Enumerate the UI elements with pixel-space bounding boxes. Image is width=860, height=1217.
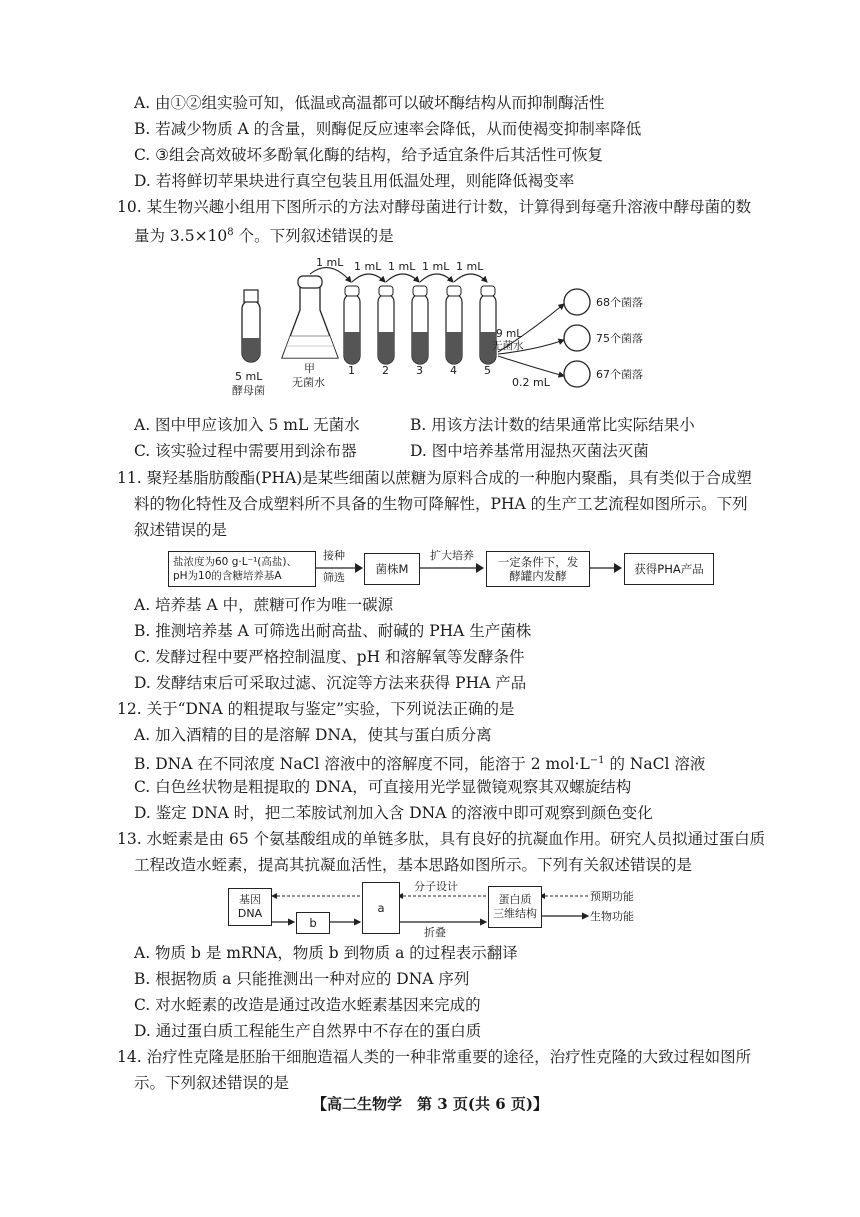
- plating-volume-label: 0.2 mL: [512, 376, 550, 389]
- q13-option-d: D. 通过蛋白质工程能生产自然界中不存在的蛋白质: [134, 1022, 482, 1040]
- flask-water-label: 无菌水: [292, 376, 325, 389]
- colony-count-1: 68个菌落: [596, 296, 643, 309]
- folding-label: 折叠: [424, 926, 446, 939]
- q13-option-a: A. 物质 b 是 mRNA，物质 b 到物质 a 的过程表示翻译: [134, 944, 518, 962]
- arrow-2-icon: [420, 547, 486, 589]
- tube-number-3: 3: [416, 364, 423, 377]
- tube-number-2: 2: [382, 364, 389, 377]
- q12-option-d: D. 鉴定 DNA 时，把二苯胺试剂加入含 DNA 的溶液中即可观察到颜色变化: [134, 804, 653, 822]
- strain-m-box: 菌株M: [364, 553, 420, 585]
- q10-option-c: C. 该实验过程中需要用到涂布器: [134, 442, 357, 460]
- q14-stem-line1: 14. 治疗性克隆是胚胎干细胞造福人类的一种非常重要的途径，治疗性克隆的大致过程如图所: [117, 1048, 752, 1066]
- dna-label: DNA: [237, 907, 263, 920]
- q14-stem-line2: 示。下列叙述错误的是: [134, 1074, 290, 1092]
- yeast-label: 酵母菌: [232, 384, 265, 397]
- q12-option-b: B. DNA 在不同浓度 NaCl 溶液中的溶解度不同，能溶于 2 $mol\cdot L^{-1}$ 的 NaCl 溶液: [134, 755, 706, 774]
- plate-3-icon: [564, 361, 590, 387]
- q12-option-a: A. 加入酒精的目的是溶解 DNA，使其与蛋白质分离: [134, 726, 492, 744]
- q10-option-d: D. 图中培养基常用湿热灭菌法灭菌: [410, 442, 649, 460]
- gene-label: 基因: [239, 893, 261, 906]
- q11-stem-line1: 11. 聚羟基脂肪酸酯(PHA)是某些细菌以蔗糖为原料合成的一种胞内聚酯，具有类似于合成塑: [117, 469, 752, 487]
- q9-option-c: C. ③组会高效破坏多酚氧化酶的结构，给予适宜条件后其活性可恢复: [134, 146, 604, 164]
- yeast-tube-icon: [242, 290, 260, 362]
- q11-option-d: D. 发酵结束后可采取过滤、沉淀等方法来获得 PHA 产品: [134, 674, 527, 692]
- colony-count-2: 75个菌落: [596, 332, 643, 345]
- transfer-label-1: 1 mL: [316, 256, 344, 269]
- protein-engineering-flowchart: [228, 880, 688, 938]
- plate-2-icon: [564, 325, 590, 351]
- structure-label: 三维结构: [493, 907, 537, 920]
- q9-option-b: B. 若减少物质 A 的含量，则酶促反应速率会降低，从而使褐变抑制率降低: [134, 120, 642, 138]
- q13-option-c: C. 对水蛭素的改造是通过改造水蛭素基因来完成的: [134, 996, 481, 1014]
- q11-option-a: A. 培养基 A 中，蔗糖可作为唯一碳源: [134, 596, 394, 614]
- q10-option-b: B. 用该方法计数的结果通常比实际结果小: [410, 416, 695, 434]
- q11-option-b: B. 推测培养基 A 可筛选出耐高盐、耐碱的 PHA 生产菌株: [134, 622, 532, 640]
- medium-a-line1: 盐浓度为60 g·L⁻¹(高盐)、: [173, 556, 297, 568]
- protein-structure-box: [488, 886, 542, 928]
- medium-a-box: [168, 551, 316, 587]
- arrow-3-icon: [590, 547, 624, 589]
- substance-a-box: a: [362, 882, 400, 934]
- medium-a-line2: pH为10的含糖培养基A: [173, 570, 282, 582]
- fermentation-line2: 酵罐内发酵: [509, 569, 567, 583]
- dilution-tubes: [344, 286, 496, 364]
- q10-stem-line1: 10. 某生物兴趣小组用下图所示的方法对酵母菌进行计数，计算得到每毫升溶液中酵母菌的数: [117, 198, 752, 216]
- pha-product-box: 获得PHA产品: [624, 553, 714, 585]
- biological-function-label: 生物功能: [590, 910, 634, 923]
- inoculate-label: 接种: [323, 549, 345, 562]
- q10-option-a: A. 图中甲应该加入 5 mL 无菌水: [134, 416, 360, 434]
- q9-option-d: D. 若将鲜切苹果块进行真空包装且用低温处理，则能降低褐变率: [134, 172, 575, 190]
- q9-option-a: A. 由①②组实验可知，低温或高温都可以破坏酶结构从而抑制酶活性: [134, 94, 605, 112]
- transfer-label-5: 1 mL: [456, 260, 484, 273]
- substance-b-box: b: [296, 912, 330, 934]
- flask-label: 甲: [304, 362, 315, 375]
- q13-stem-line1: 13. 水蛭素是由 65 个氨基酸组成的单链多肽，具有良好的抗凝血作用。研究人员拟通过蛋白质: [117, 830, 766, 848]
- yeast-volume-label: 5 mL: [235, 370, 263, 383]
- molecular-design-label: 分子设计: [414, 880, 458, 893]
- pha-process-flowchart: [168, 547, 728, 589]
- q10-stem-line2: 量为 $3.5\times 10^8$ 个。下列叙述错误的是: [134, 227, 394, 246]
- arrow-1-icon: [315, 547, 365, 589]
- water-volume-label: 9 mL: [496, 328, 523, 340]
- protein-label: 蛋白质: [498, 893, 532, 906]
- transfer-label-4: 1 mL: [422, 260, 450, 273]
- q11-stem-line3: 叙述错误的是: [134, 521, 228, 539]
- transfer-label-3: 1 mL: [388, 260, 416, 273]
- tube-number-1: 1: [348, 364, 355, 377]
- q13-option-b: B. 根据物质 a 只能推测出一种对应的 DNA 序列: [134, 970, 470, 988]
- flask-icon: [282, 276, 338, 358]
- serial-dilution-diagram: [230, 252, 670, 402]
- transfer-label-2: 1 mL: [354, 260, 382, 273]
- q11-stem-line2: 料的物化特性及合成塑料所不具备的生物可降解性，PHA 的生产工艺流程如图所示。下列: [134, 495, 748, 513]
- plate-1-icon: [564, 289, 590, 315]
- scale-up-label: 扩大培养: [430, 549, 474, 562]
- fermentation-box: [486, 551, 590, 587]
- q13-stem-line2: 工程改造水蛭素，提高其抗凝血活性，基本思路如图所示。下列有关叙述错误的是: [134, 856, 693, 874]
- colony-count-3: 67个菌落: [596, 368, 643, 381]
- water-label: 无菌水: [492, 340, 524, 352]
- screen-label: 筛选: [323, 571, 345, 584]
- page-footer: 【高二生物学 第 3 页(共 6 页)】: [312, 1095, 548, 1113]
- tube-number-4: 4: [450, 364, 457, 377]
- tube-number-5: 5: [484, 364, 491, 377]
- q12-option-c: C. 白色丝状物是粗提取的 DNA，可直接用光学显微镜观察其双螺旋结构: [134, 778, 632, 796]
- gene-dna-box: [228, 888, 272, 926]
- fermentation-line1: 一定条件下，发: [497, 555, 579, 569]
- q12-stem: 12. 关于“DNA 的粗提取与鉴定”实验，下列说法正确的是: [117, 700, 515, 718]
- expected-function-label: 预期功能: [590, 890, 634, 903]
- q11-option-c: C. 发酵过程中要严格控制温度、pH 和溶解氧等发酵条件: [134, 648, 525, 666]
